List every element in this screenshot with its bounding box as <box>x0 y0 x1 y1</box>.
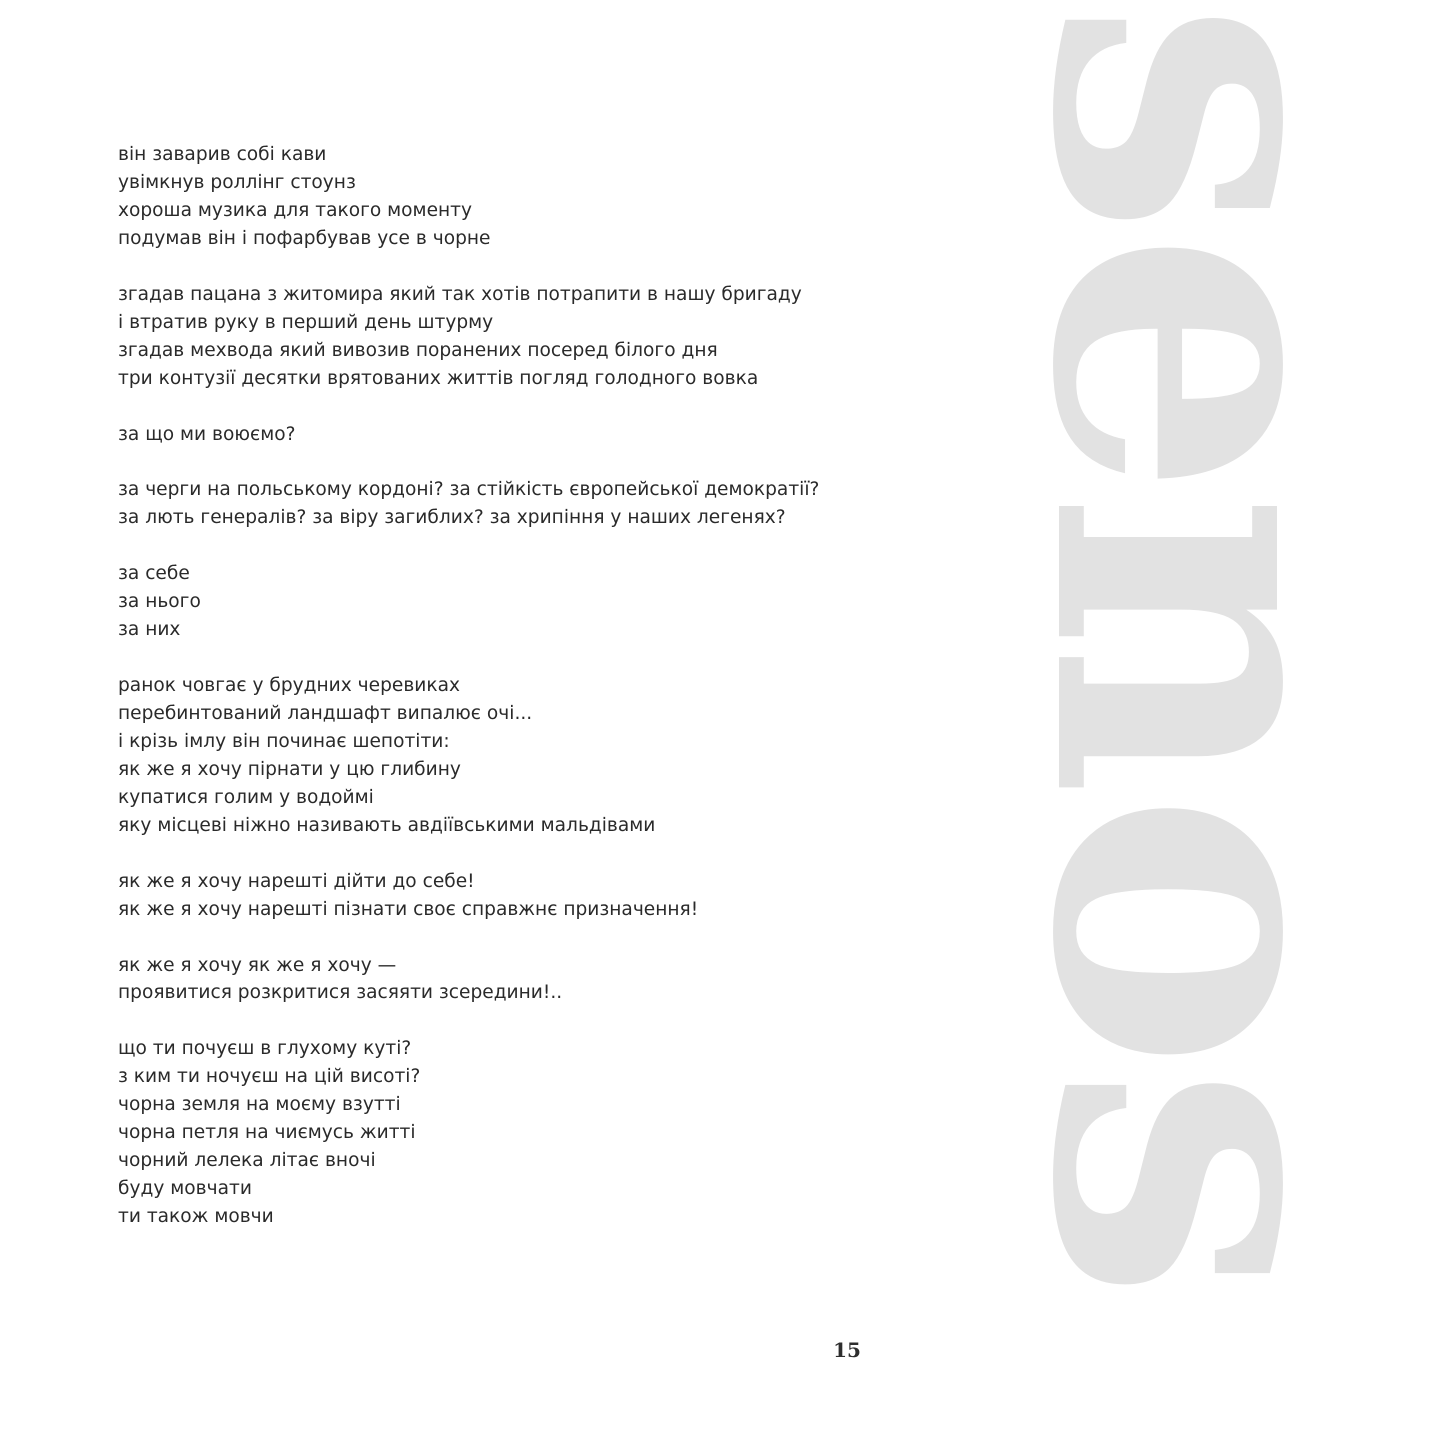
poem-line: подумав він і пофарбував усе в чорне <box>118 227 491 249</box>
poem-line: що ти почуєш в глухому куті? <box>118 1038 412 1060</box>
stanza <box>118 560 819 644</box>
poem-line: він заварив собі кави <box>118 144 327 165</box>
poem-line: купатися голим у водоймі <box>118 786 374 808</box>
stanza <box>118 868 819 924</box>
poem-line: буду мовчати <box>118 1178 252 1200</box>
stanza <box>118 421 819 449</box>
poem-line: яку місцеві ніжно називають авдіївськими мальдівами <box>118 814 656 836</box>
poem <box>118 141 819 1259</box>
poem-line: чорна петля на чиємусь житті <box>118 1122 416 1144</box>
stanza <box>118 672 819 840</box>
poem-line: і крізь імлу він починає шепотіти: <box>118 730 450 752</box>
poem-line: за що ми воюємо? <box>118 423 296 445</box>
poem-line: перебинтований ландшафт випалює очі... <box>118 702 533 724</box>
poem-line: згадав пацана з житомира який так хотів потрапити в нашу бригаду <box>118 283 802 305</box>
poem-line: як же я хочу пірнати у цю глибину <box>118 758 461 780</box>
poem-line: чорний лелека літає вночі <box>118 1150 376 1172</box>
poem-line: ти також мовчи <box>118 1206 274 1228</box>
poem-line: увімкнув роллінг стоунз <box>118 171 356 193</box>
poem-line: хороша музика для такого моменту <box>118 199 472 221</box>
poem-line: за лють генералів? за віру загиблих? за хрипіння у наших легенях? <box>118 507 786 529</box>
stanza <box>118 476 819 532</box>
poem-line: і втратив руку в перший день штурму <box>118 311 494 333</box>
poem-line: за них <box>118 619 181 641</box>
stanza <box>118 141 819 253</box>
page-number: 15 <box>833 1338 861 1362</box>
stanza <box>118 281 819 393</box>
poem-line: ранок човгає у брудних черевиках <box>118 675 461 697</box>
poem-line: як же я хочу нарешті пізнати своє справжнє призначення! <box>118 898 699 920</box>
poem-line: проявитися розкритися засяяти зсередини!.. <box>118 982 563 1004</box>
poem-line: з ким ти ночуєш на цій висоті? <box>118 1066 421 1088</box>
poem-line: як же я хочу як же я хочу — <box>118 954 397 976</box>
stanza <box>118 1035 819 1231</box>
poem-line: чорна земля на моєму взутті <box>118 1094 401 1116</box>
decorative-side-word: senos <box>959 0 1452 1296</box>
poem-line: за себе <box>118 563 190 585</box>
poem-line: за черги на польському кордоні? за стійкість європейської демократії? <box>118 479 820 501</box>
poem-line: за нього <box>118 591 201 613</box>
stanza <box>118 952 819 1008</box>
poem-line: три контузії десятки врятованих життів погляд голодного вовка <box>118 367 759 389</box>
poem-line: згадав мехвода який вивозив поранених посеред білого дня <box>118 339 718 361</box>
poem-line: як же я хочу нарешті дійти до себе! <box>118 870 475 892</box>
